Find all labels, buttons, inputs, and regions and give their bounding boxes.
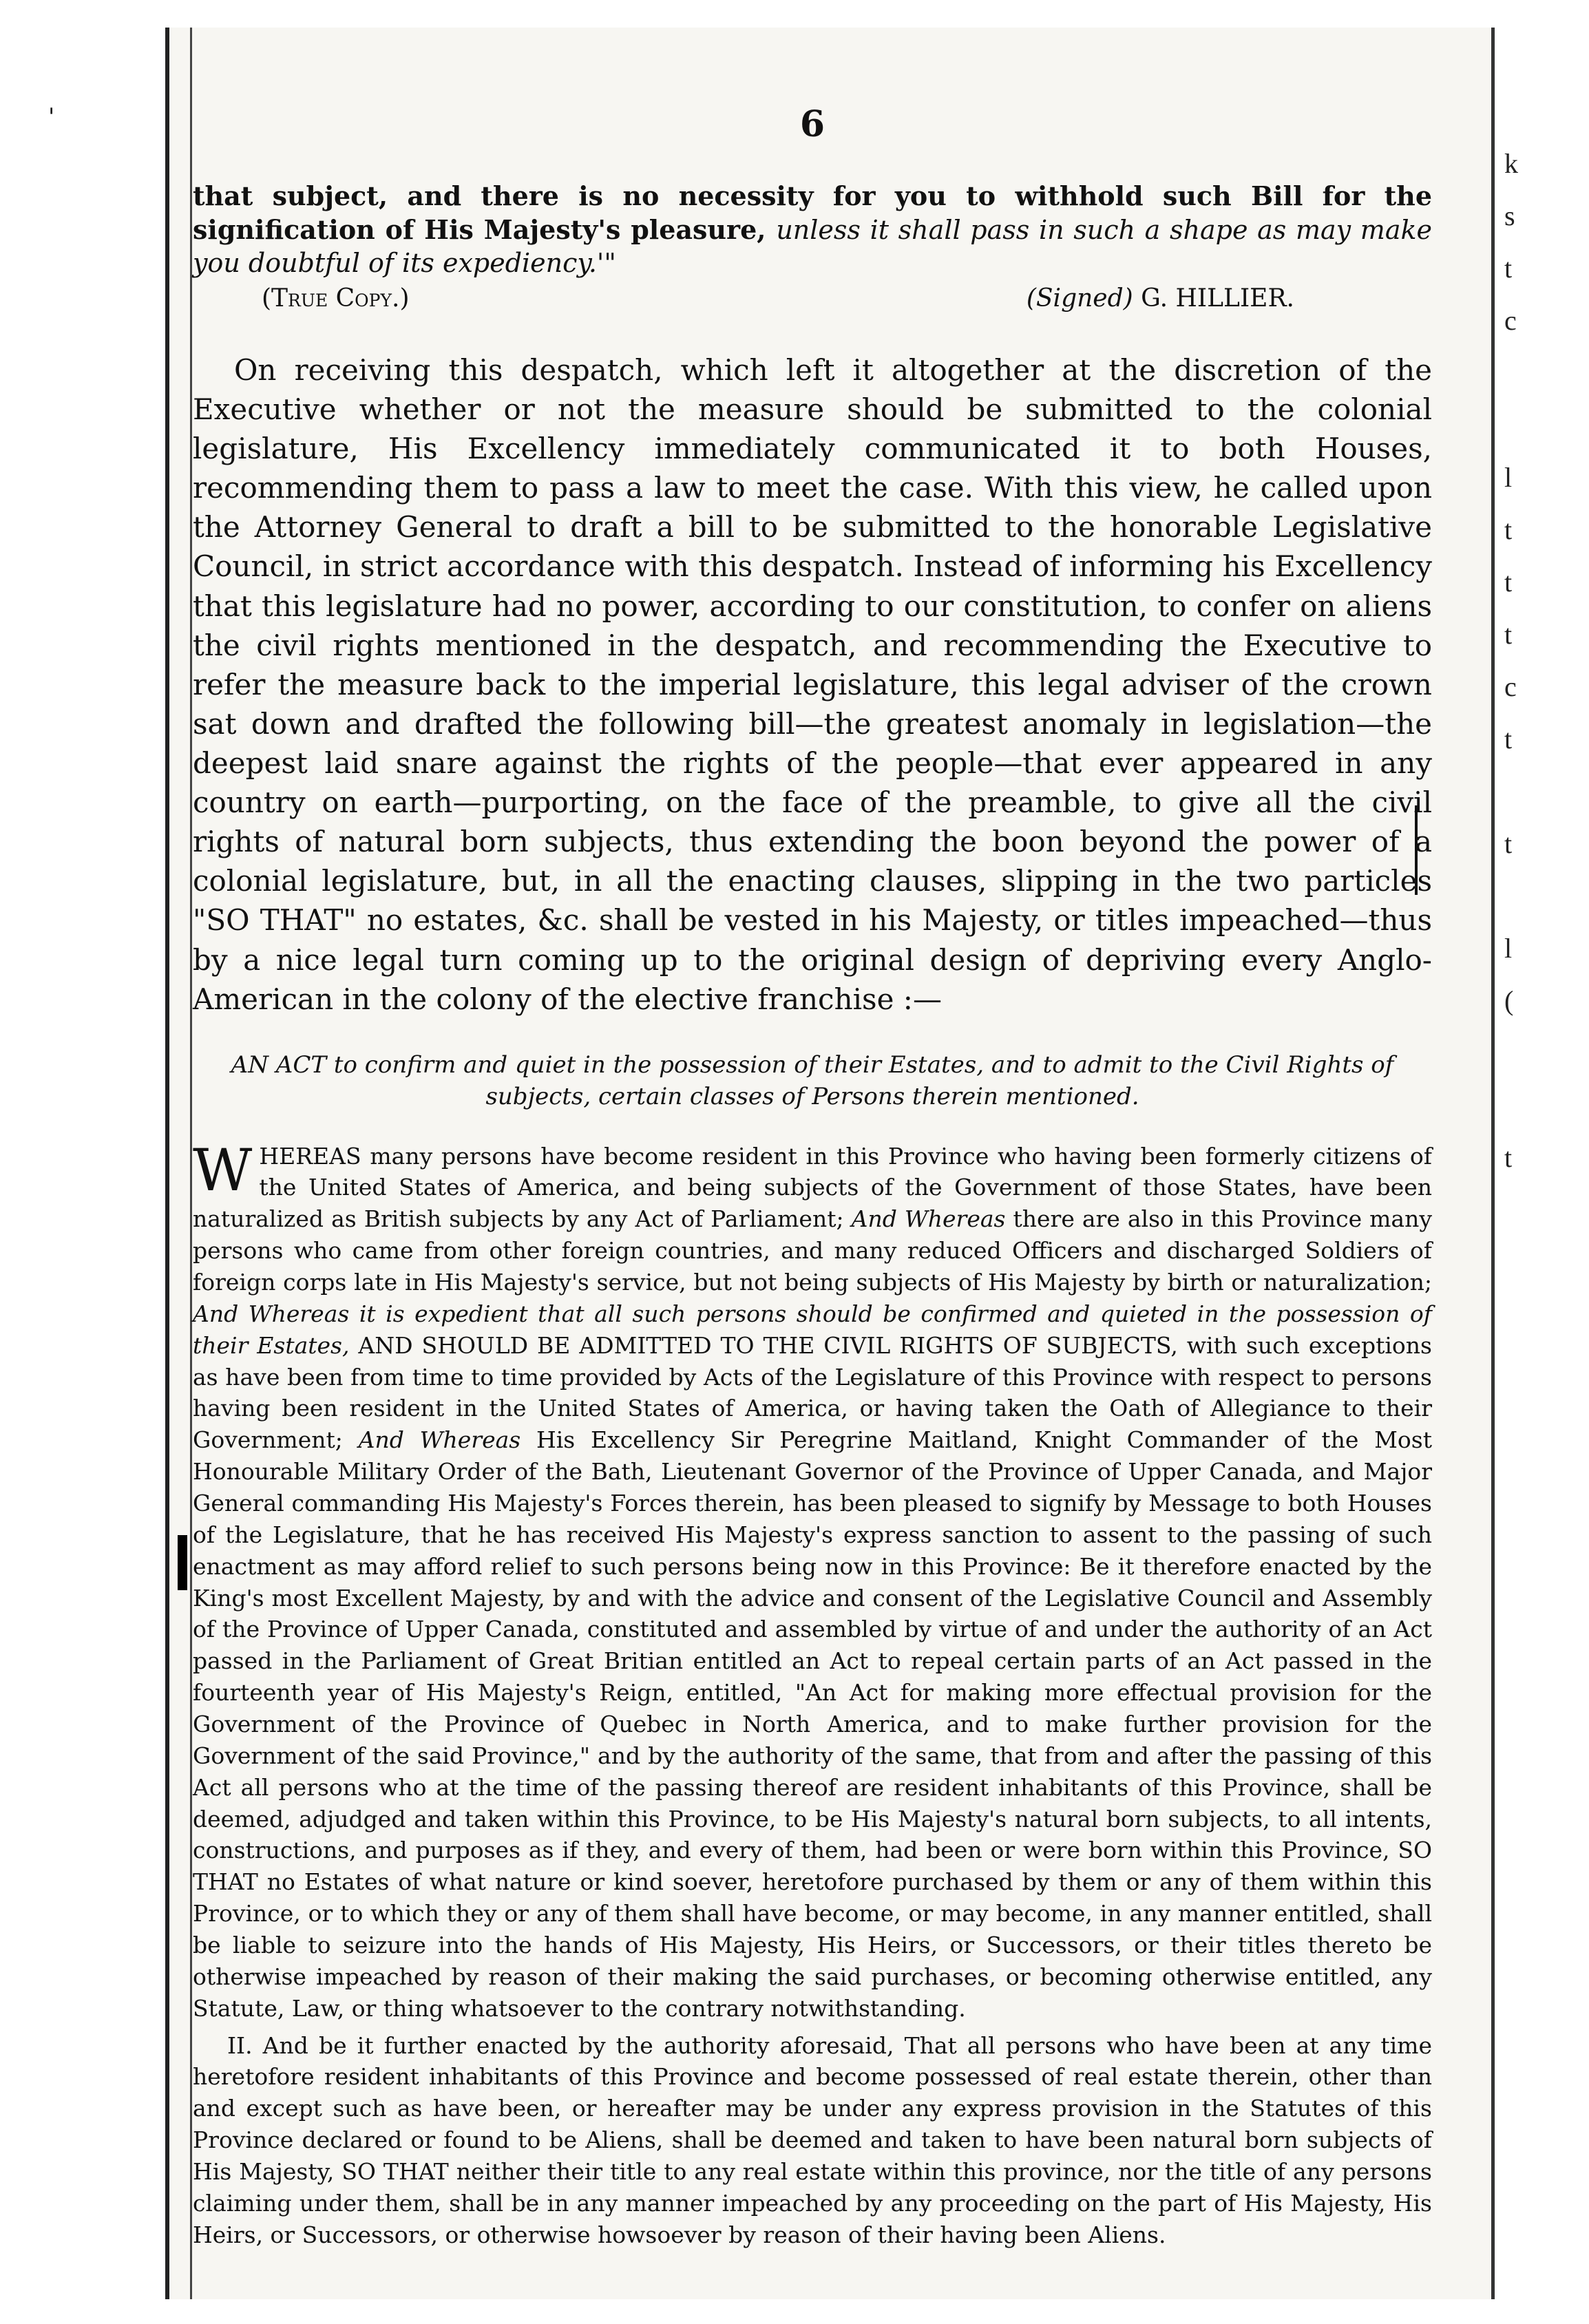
fragment (1504, 765, 1580, 818)
act-text: there are also in this Province many persons who came from other foreign countries, and many reduced Officers and discharged Soldiers of foreign corps late in His Majesty's service, but not being subjects of His Majesty by birth or naturalization; (193, 1205, 1432, 1296)
fragment: t (1504, 828, 1513, 859)
drop-cap: W (193, 1136, 253, 1204)
fragment: ( (1504, 985, 1514, 1016)
true-copy-label: (True Copy.) (262, 284, 410, 313)
letter-conclusion (193, 180, 1432, 280)
signature-row (262, 284, 1432, 313)
letter-quote: unless it shall pass in such a shape as may make you doubtful of its expediency.'" (193, 214, 1432, 279)
fragment: k (1504, 148, 1518, 179)
signature (1027, 284, 1294, 313)
act-whereas: And Whereas (851, 1205, 1006, 1233)
fragment: t (1504, 619, 1513, 650)
fragment (1504, 347, 1580, 399)
fragment: c (1504, 671, 1517, 702)
act-text: His Excellency Sir Peregrine Maitland, Knight Commander of the Most Honourable Military Order of the Bath, Lieutenant Governor of the Province of Upper Canada, and Major General commanding His Majesty's Forces therein, has been pleased to signify by Message to both Houses of the Legislature, that he has received His Majesty's express sanction to assent to the passing of such enactment as may afford relief to such persons being now in this Province: Be it therefore enacted by the King's most Excellent Majesty, by and with the advice and consent of the Legislative Council and Assembly of the Province of Upper Canada, constituted and assembled by virtue of and under the authority of an Act passed in the Parliament of Great Britian entitled an Act to repeal certain parts of an Act passed in the fourteenth year of His Majesty's Reign, entitled, "An Act for making more effectual provision for the Government of the Province of Quebec in North America, and to make further provision for the Government of the said Province," and by the authority of the same, that from and after the passing of this Act all persons who at the time of the passing thereof are resident inhabitants of this Province, shall be deemed, adjudged and taken within this Province, to be His Majesty's natural born subjects, to all intents, constructions, and purposes as if they, and every of them, had been or were born within this Province, SO THAT no Estates of what nature or kind soever, heretofore purchased by them or any of them within this Province, or to which they or any of them shall have become, or may become, in any manner entitled, shall be liable to seizure into the hands of His Majesty, His Heirs, or Successors, or their titles thereto be otherwise impeached by reason of their making the said purchases, or becoming otherwise entitled, any Statute, Law, or thing whatsoever to the contrary notwithstanding. (193, 1426, 1432, 2022)
narrative-paragraph: On receiving this despatch, which left it altogether at the discretion of the Executive whether or not the measure should be submitted to the colonial legislature, His Excellency immediately communicated it to both Houses, recommending them to pass a law to meet the case. With this view, he called upon the Attorney General to draft a bill to be submitted to the honorable Legislative Council, in strict accordance with this despatch. Instead of informing his Excellency that this legislature had no power, according to our constitution, to confer on aliens the civil rights mentioned in the despatch, and recommending the Executive to refer the measure back to the imperial legislature, this legal adviser of the crown sat down and drafted the following bill—the greatest anomaly in legislation—the deepest laid snare against the rights of the people—that ever appeared in any country on earth—purporting, on the face of the preamble, to give all the civil rights of natural born subjects, thus extending the boon beyond the power of a colonial legislature, but, in all the enacting clauses, slipping in the two particles "SO THAT" no estates, &c. shall be vested in his Majesty, or titles impeached—thus by a nice legal turn coming up to the original design of depriving every Anglo-American in the colony of the elective franchise :— (193, 352, 1432, 1016)
fragment: c (1504, 305, 1517, 336)
fragment: l (1504, 933, 1513, 964)
fragment: t (1504, 723, 1513, 754)
fragment (1504, 1079, 1580, 1132)
page-number: 6 (799, 103, 825, 145)
fragment (1504, 399, 1580, 452)
letter-text: that subject, and there is no necessity for you to withhold such Bill for the signification of His Majesty's pleasure, (193, 180, 1432, 245)
ink-mark (178, 1535, 187, 1590)
signer-name: G. HILLIER. (1141, 284, 1294, 313)
act-whereas: And Whereas (358, 1426, 521, 1454)
signed-label: (Signed) (1026, 284, 1133, 313)
adjacent-page-fragments (1504, 138, 1580, 1184)
document-page (193, 103, 1432, 2274)
act-title: AN ACT to confirm and quiet in the possession of their Estates, and to admit to the Civil Rights of subjects, certain classes of Persons therein mentioned. (231, 1050, 1394, 1110)
fragment: t (1504, 567, 1513, 598)
fragment (1504, 1027, 1580, 1079)
act-preamble (193, 1136, 1432, 2025)
act-text: HEREAS many persons have become resident in this Province who having been formerly citizens of the United States of America, and being subjects of the Government of those States, have been naturalized as British subjects by any Act of Parliament; (193, 1142, 1432, 1233)
act-section-2: II. And be it further enacted by the authority aforesaid, That all persons who have been at any time heretofore resident inhabitants of this Province and become possessed of real estate therein, other than and except such as have been, or hereafter may be under any express provision in the Statutes of this Province declared or found to be Aliens, shall be deemed and taken to have been natural born subjects of His Majesty, SO THAT neither their title to any real estate within this province, nor the title of any persons claiming under them, shall be in any manner impeached by any proceeding on the part of His Majesty, His Heirs, or Successors, or otherwise howsoever by reason of their having been Aliens. (193, 2031, 1432, 2248)
act-caps: AND SHOULD BE ADMITTED TO THE CIVIL RIGHTS OF SUBJECTS, (349, 1331, 1178, 1359)
act-whereas: And Whereas it is expedient that all such persons should be confirmed and quieted in the possession of their Estates, (193, 1300, 1432, 1359)
act-text: with such exceptions as have been from time to time provided by Acts of the Legislature of this Province with respect to persons having been resident in the United States of America, or having taken the Oath of Allegiance to their Government; (193, 1331, 1432, 1454)
margin-mark: ' (48, 103, 55, 131)
fragment (1504, 870, 1580, 922)
fragment: t (1504, 1142, 1513, 1173)
fragment: s (1504, 200, 1515, 231)
fragment: t (1504, 514, 1513, 545)
fragment: l (1504, 462, 1513, 493)
fragment: t (1504, 253, 1513, 284)
